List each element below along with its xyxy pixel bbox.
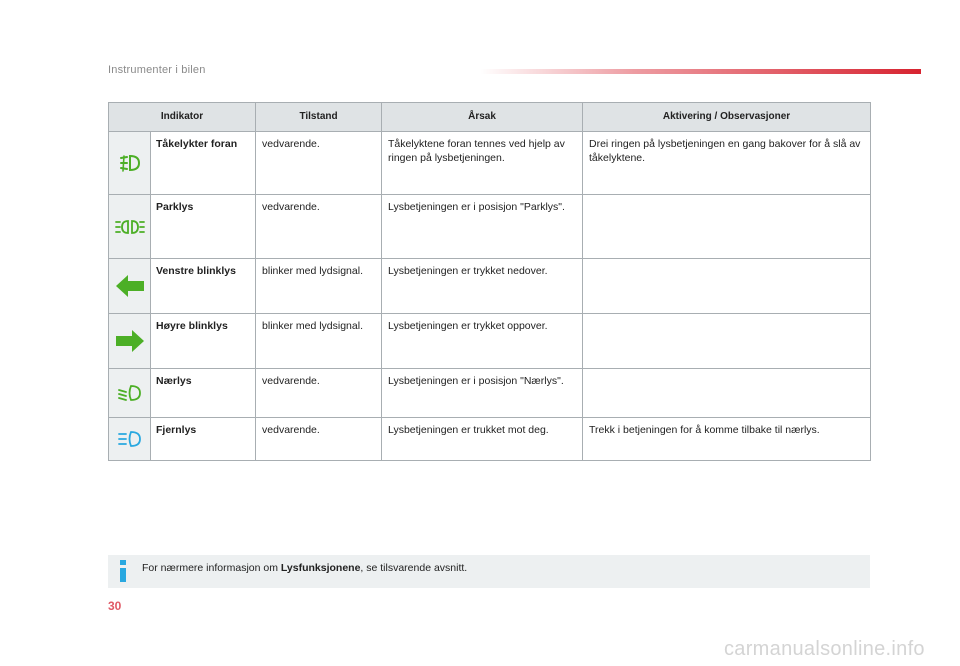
header-accent-bar (480, 69, 921, 74)
indicator-action (583, 259, 871, 314)
table-row (109, 369, 871, 418)
main-beam-icon (118, 433, 142, 445)
column-header-tilstand: Tilstand (256, 103, 382, 132)
info-box (108, 555, 870, 588)
indicator-name: Høyre blinklys (151, 314, 256, 369)
section-title: Instrumenter i bilen (108, 64, 206, 76)
dipped-beam-icon (118, 387, 142, 399)
indicator-action (583, 314, 871, 369)
watermark: carmanualsonline.info (724, 638, 925, 660)
indicator-action (583, 195, 871, 259)
info-icon (114, 560, 132, 587)
left-indicator-arrow-icon (115, 280, 145, 292)
indicator-state: blinker med lydsignal. (256, 259, 382, 314)
table-row (109, 418, 871, 461)
indicator-action (583, 369, 871, 418)
indicator-name: Tåkelykter foran (151, 132, 256, 195)
column-header-arsak: Årsak (382, 103, 583, 132)
indicator-name: Parklys (151, 195, 256, 259)
parking-light-icon (115, 220, 145, 232)
table-row (109, 132, 871, 195)
indicator-state: vedvarende. (256, 195, 382, 259)
indicator-name: Venstre blinklys (151, 259, 256, 314)
indicator-state: vedvarende. (256, 132, 382, 195)
indicator-action: Drei ringen på lysbetjeningen en gang bakover for å slå av tåkelyktene. (583, 132, 871, 195)
right-indicator-arrow-icon (115, 335, 145, 347)
table-row (109, 314, 871, 369)
indicator-cause: Lysbetjeningen er i posisjon "Nærlys". (382, 369, 583, 418)
indicator-action: Trekk i betjeningen for å komme tilbake til nærlys. (583, 418, 871, 461)
column-header-aktivering: Aktivering / Observasjoner (583, 103, 871, 132)
table-row (109, 195, 871, 259)
table-header-row (109, 103, 871, 132)
indicator-state: vedvarende. (256, 418, 382, 461)
indicator-cause: Tåkelyktene foran tennes ved hjelp av ringen på lysbetjeningen. (382, 132, 583, 195)
indicator-cause: Lysbetjeningen er trykket oppover. (382, 314, 583, 369)
indicator-cause: Lysbetjeningen er trukket mot deg. (382, 418, 583, 461)
info-text (142, 562, 467, 574)
indicator-table (108, 102, 871, 461)
indicator-cause: Lysbetjeningen er trykket nedover. (382, 259, 583, 314)
indicator-state: blinker med lydsignal. (256, 314, 382, 369)
column-header-indikator: Indikator (109, 103, 256, 132)
indicator-name: Nærlys (151, 369, 256, 418)
info-link-lysfunksjonene: Lysfunksjonene (280, 562, 361, 574)
table-row (109, 259, 871, 314)
indicator-state: vedvarende. (256, 369, 382, 418)
info-text-after: , se tilsvarende avsnitt. (360, 562, 468, 574)
info-text-before: For nærmere informasjon om (142, 562, 281, 574)
front-fog-light-icon (119, 157, 141, 169)
page-number: 30 (108, 599, 122, 613)
indicator-name: Fjernlys (151, 418, 256, 461)
indicator-cause: Lysbetjeningen er i posisjon "Parklys". (382, 195, 583, 259)
